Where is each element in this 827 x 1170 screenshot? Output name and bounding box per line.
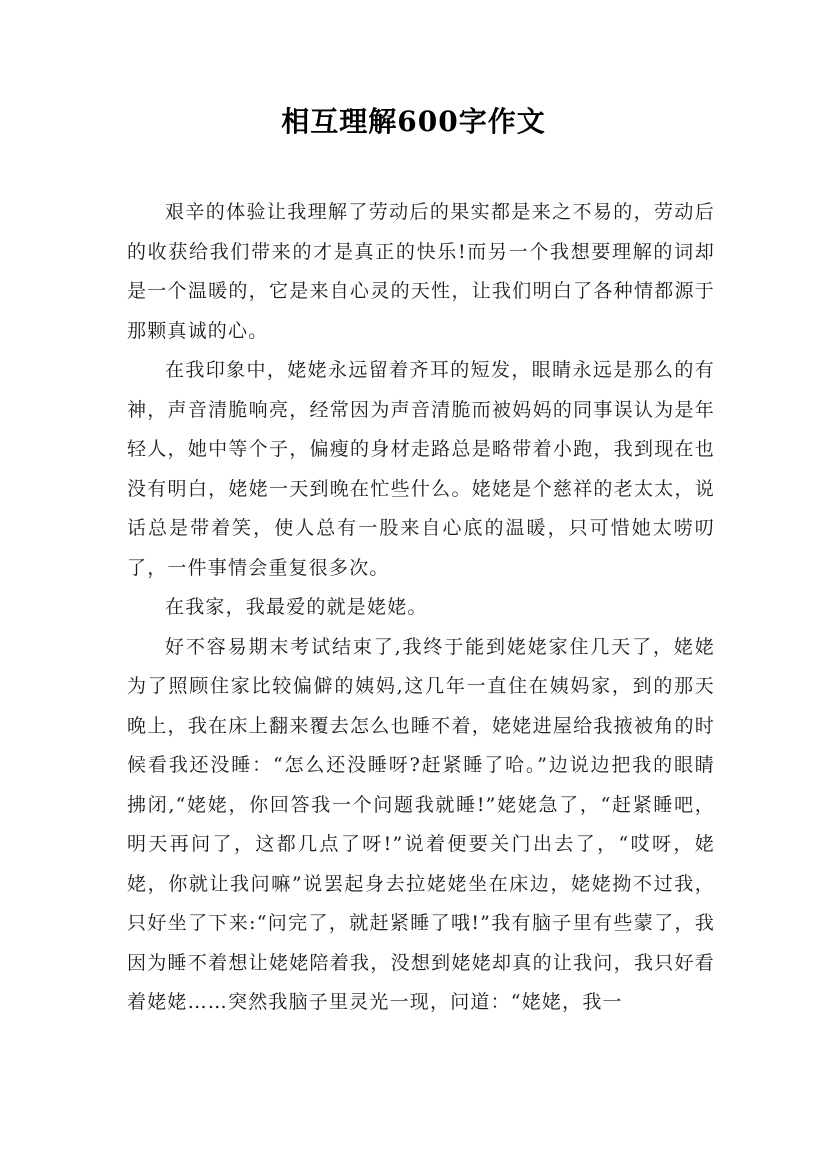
paragraph: 艰辛的体验让我理解了劳动后的果实都是来之不易的，劳动后的收获给我们带来的才是真正的快乐!而另一个我想要理解的词却是一个温暖的，它是来自心灵的天性，让我们明白了各种情都源于那颗真诚的心。 bbox=[127, 201, 715, 342]
paragraph: 好不容易期末考试结束了,我终于能到姥姥家住几天了，姥姥为了照顾住家比较偏僻的姨妈,这几年一直住在姨妈家，到的那天晚上，我在床上翻来覆去怎么也睡不着，姥姥进屋给我掖被角的时候看我还没睡：“怎么还没睡呀?赶紧睡了哈。”边说边把我的眼睛拂闭,“姥姥，你回答我一个问题我就睡!”姥姥急了，“赶紧睡吧，明天再问了，这都几点了呀!”说着便要关门出去了，“哎呀，姥姥，你就让我问嘛”说罢起身去拉姥姥坐在床边，姥姥拗不过我，只好坐了下来:“问完了，就赶紧睡了哦!”我有脑子里有些蒙了，我因为睡不着想让姥姥陪着我，没想到姥姥却真的让我问，我只好看着姥姥……突然我脑子里灵光一现，问道：“姥姥，我一 bbox=[127, 635, 715, 1013]
paragraph: 在我印象中，姥姥永远留着齐耳的短发，眼睛永远是那么的有神，声音清脆响亮，经常因为声音清脆而被妈妈的同事误认为是年轻人，她中等个子，偏瘦的身材走路总是略带着小跑，我到现在也没有明白，姥姥一天到晚在忙些什么。姥姥是个慈祥的老太太，说话总是带着笑，使人总有一股来自心底的温暖，只可惜她太唠叨了，一件事情会重复很多次。 bbox=[127, 359, 715, 579]
document-title: 相互理解600字作文 bbox=[281, 105, 546, 138]
document-body bbox=[127, 193, 715, 1023]
paragraph: 在我家，我最爱的就是姥姥。 bbox=[165, 596, 428, 618]
